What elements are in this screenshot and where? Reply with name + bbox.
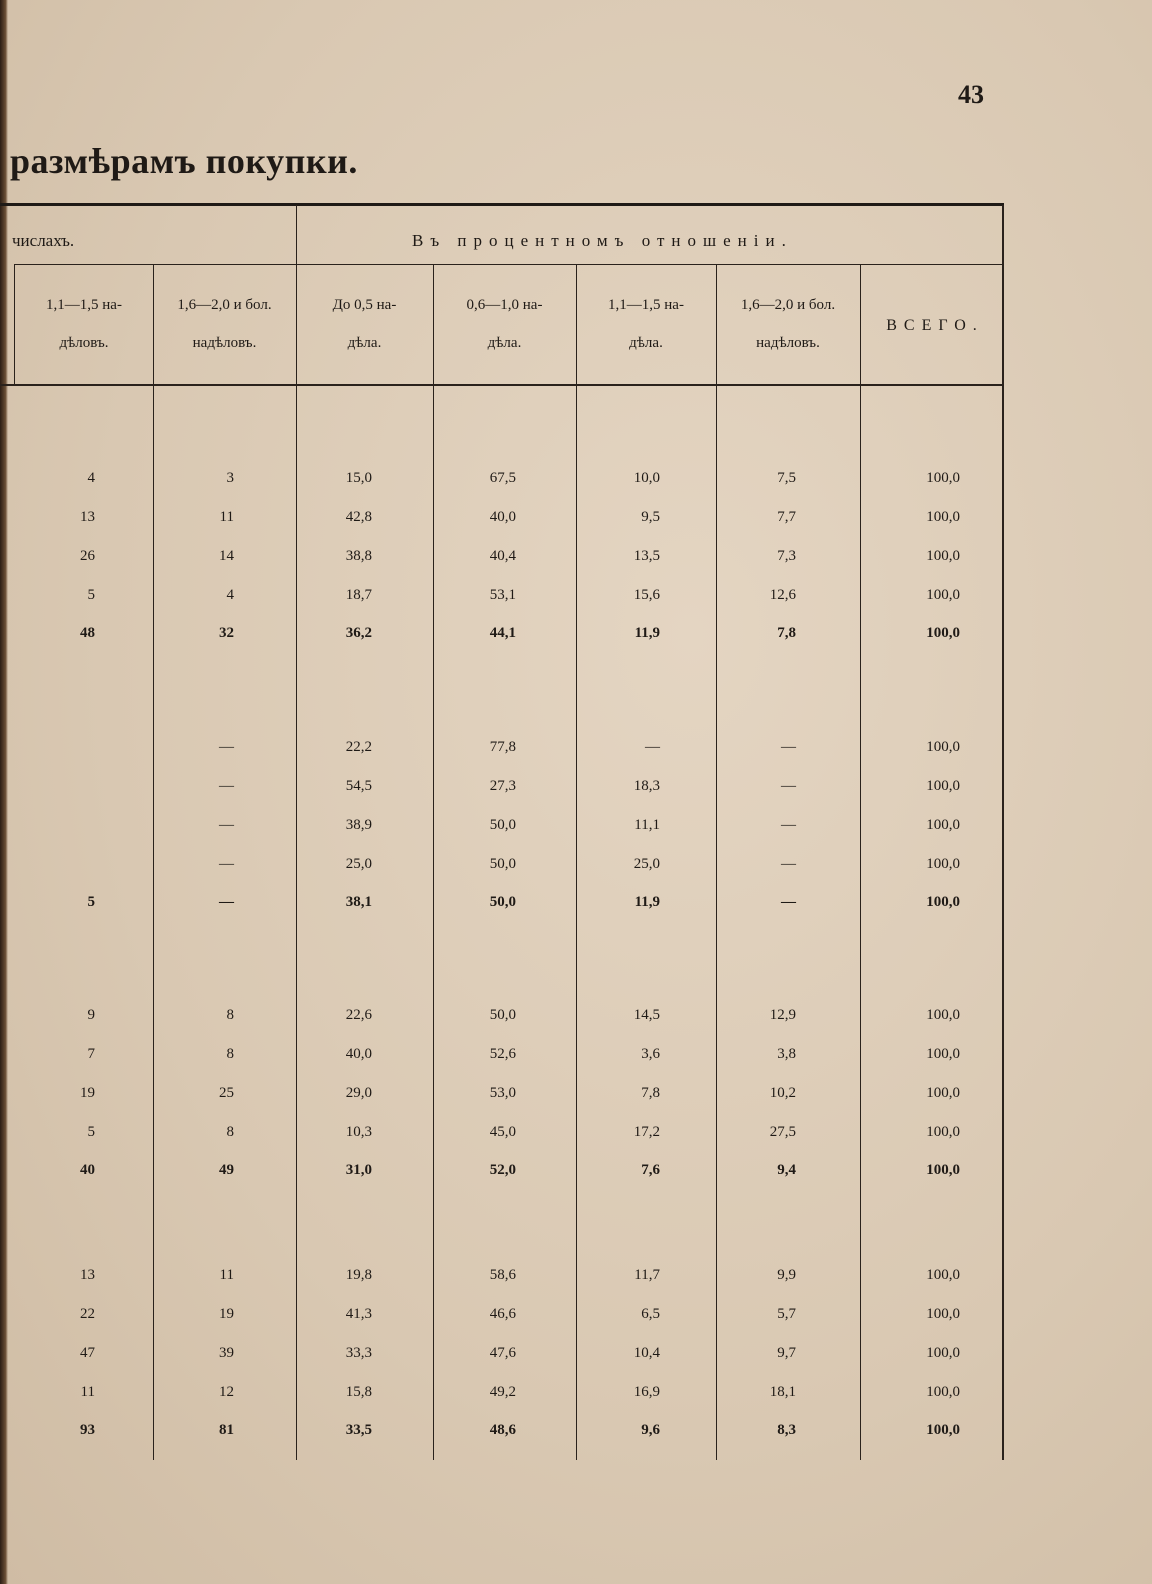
table-cell: 33,5 <box>345 1422 372 1438</box>
table-cell: 9,6 <box>641 1422 660 1438</box>
col-header-5-line2: дѣла. <box>629 335 663 351</box>
col-header-4-line2: дѣла. <box>487 335 522 351</box>
table-cell: 29,0 <box>345 1085 372 1101</box>
table-cell: 100,0 <box>926 1007 960 1023</box>
table-cell: 4 <box>226 587 234 603</box>
table-cell: 4 <box>87 470 95 486</box>
table-cell: 18,3 <box>633 778 660 794</box>
table-cell: — <box>781 817 796 833</box>
table-cell: 100,0 <box>926 470 960 486</box>
table-cell: 54,5 <box>345 778 372 794</box>
header-divider <box>14 264 1004 265</box>
table-cell: 9,7 <box>777 1345 796 1361</box>
table-cell: 12,6 <box>769 587 796 603</box>
right-border <box>1002 205 1004 1460</box>
table-cell: 19 <box>80 1085 95 1101</box>
table-cell: 27,5 <box>769 1124 796 1140</box>
table-cell: 8,3 <box>777 1422 796 1438</box>
table-cell: 11,9 <box>634 894 660 910</box>
table-cell: 100,0 <box>926 1124 960 1140</box>
table-cell: 9,9 <box>777 1267 796 1283</box>
table-cell: — <box>781 856 796 872</box>
table-cell: 33,3 <box>345 1345 372 1361</box>
table-cell: 39 <box>219 1345 234 1361</box>
col-divider-4 <box>576 264 577 1460</box>
col-divider-6 <box>860 264 861 1460</box>
col-divider-3 <box>433 264 434 1460</box>
table-cell: 50,0 <box>489 894 516 910</box>
table-cell: 15,8 <box>345 1384 372 1400</box>
table-cell: 100,0 <box>926 625 960 641</box>
table-cell: 38,1 <box>345 894 372 910</box>
table-cell: 58,6 <box>489 1267 516 1283</box>
table-cell: 100,0 <box>926 1267 960 1283</box>
table-cell: 13 <box>80 509 95 525</box>
table-cell: 18,1 <box>769 1384 796 1400</box>
table-cell: 10,2 <box>769 1085 796 1101</box>
table-cell: 14,5 <box>633 1007 660 1023</box>
table-cell: — <box>645 739 660 755</box>
col-header-total: ВСЕГО. <box>886 317 984 334</box>
table-cell: 11 <box>219 1267 234 1283</box>
table-cell: 77,8 <box>489 739 516 755</box>
table-cell: 13,5 <box>633 548 660 564</box>
table-cell: 67,5 <box>489 470 516 486</box>
table-cell: 12,9 <box>769 1007 796 1023</box>
table-cell: — <box>219 894 234 910</box>
table-cell: 7,8 <box>641 1085 660 1101</box>
table-cell: 3,6 <box>641 1046 660 1062</box>
table-cell: — <box>219 739 234 755</box>
table-cell: 9,5 <box>641 509 660 525</box>
table-cell: 52,0 <box>489 1162 516 1178</box>
col-header-2-line2: надѣловъ. <box>192 335 257 351</box>
table-cell: 27,3 <box>489 778 516 794</box>
table-cell: 47 <box>80 1345 95 1361</box>
table-cell: 18,7 <box>345 587 372 603</box>
table-cell: — <box>781 894 796 910</box>
table-cell: 12 <box>219 1384 234 1400</box>
table-cell: 40 <box>80 1162 95 1178</box>
table-cell: 15,0 <box>345 470 372 486</box>
table-cell: 8 <box>226 1046 234 1062</box>
table-cell: 11 <box>219 509 234 525</box>
table-cell: 8 <box>226 1124 234 1140</box>
table-cell: — <box>219 856 234 872</box>
table-cell: 42,8 <box>345 509 372 525</box>
table-cell: 6,5 <box>641 1306 660 1322</box>
col-header-6-line1: 1,6—2,0 и бол. <box>740 297 836 313</box>
table-cell: 7,3 <box>777 548 796 564</box>
table-cell: 14 <box>219 548 234 564</box>
table-cell: 5 <box>87 894 95 910</box>
page-edge <box>0 0 8 1584</box>
table-cell: 7,8 <box>777 625 796 641</box>
table-cell: 100,0 <box>926 1306 960 1322</box>
table-cell: 11 <box>80 1384 95 1400</box>
table-cell: 44,1 <box>489 625 516 641</box>
table-cell: 22,2 <box>345 739 372 755</box>
table-cell: 100,0 <box>926 894 960 910</box>
numbers-label: числахъ. <box>12 231 75 250</box>
table-cell: 5 <box>87 1124 95 1140</box>
table-cell: 17,2 <box>633 1124 660 1140</box>
table-cell: 19 <box>219 1306 234 1322</box>
col-header-4-line1: 0,6—1,0 на- <box>466 297 543 313</box>
table-cell: 100,0 <box>926 817 960 833</box>
col-header-5-line1: 1,1—1,5 на- <box>608 297 684 313</box>
table-cell: 5,7 <box>777 1306 796 1322</box>
table-cell: 22,6 <box>345 1007 372 1023</box>
table-cell: — <box>219 778 234 794</box>
table-cell: 49 <box>219 1162 234 1178</box>
col-header-2-line1: 1,6—2,0 и бол. <box>177 297 272 313</box>
table-cell: 93 <box>80 1422 95 1438</box>
table-cell: 16,9 <box>633 1384 660 1400</box>
table-cell: 32 <box>219 625 234 641</box>
table-cell: 15,6 <box>633 587 660 603</box>
table-cell: 3 <box>226 470 234 486</box>
table-cell: 7,7 <box>777 509 796 525</box>
table-cell: 10,0 <box>633 470 660 486</box>
table-cell: 100,0 <box>926 587 960 603</box>
table-cell: 11,1 <box>634 817 660 833</box>
col-divider-left <box>14 264 15 384</box>
table-cell: 48,6 <box>489 1422 516 1438</box>
table-cell: 47,6 <box>489 1345 516 1361</box>
top-rule <box>0 203 1004 206</box>
table-cell: 41,3 <box>345 1306 372 1322</box>
table-cell: 10,4 <box>633 1345 660 1361</box>
table-cell: 100,0 <box>926 1345 960 1361</box>
table-cell: 53,0 <box>489 1085 516 1101</box>
table-cell: 50,0 <box>489 1007 516 1023</box>
col-divider-2 <box>296 205 297 1460</box>
table-cell: 7,6 <box>641 1162 660 1178</box>
table-cell: 100,0 <box>926 739 960 755</box>
table-cell: 40,4 <box>489 548 516 564</box>
table-cell: 40,0 <box>345 1046 372 1062</box>
table-cell: 100,0 <box>926 1384 960 1400</box>
table-cell: 45,0 <box>489 1124 516 1140</box>
col-header-3-line1: До 0,5 на- <box>332 297 397 313</box>
table-cell: 9 <box>87 1007 95 1023</box>
header-bottom-rule <box>0 384 1004 386</box>
table-cell: 38,9 <box>345 817 372 833</box>
table-cell: 36,2 <box>345 625 372 641</box>
table-cell: 48 <box>80 625 95 641</box>
col-header-6-line2: надѣловъ. <box>756 335 820 351</box>
table-cell: 53,1 <box>489 587 516 603</box>
table-cell: 10,3 <box>345 1124 372 1140</box>
table-cell: 46,6 <box>489 1306 516 1322</box>
table-cell: — <box>781 739 796 755</box>
page-title: размѣрамъ покупки. <box>10 141 358 181</box>
table-cell: 40,0 <box>489 509 516 525</box>
table-cell: 38,8 <box>345 548 372 564</box>
table-cell: 100,0 <box>926 509 960 525</box>
table-cell: 100,0 <box>926 548 960 564</box>
table-cell: 50,0 <box>489 856 516 872</box>
table-cell: 100,0 <box>926 1422 960 1438</box>
table-cell: 26 <box>80 548 95 564</box>
table-cell: 81 <box>219 1422 234 1438</box>
table-cell: 52,6 <box>489 1046 516 1062</box>
table-cell: 19,8 <box>345 1267 372 1283</box>
table-cell: — <box>781 778 796 794</box>
table-cell: 22 <box>80 1306 95 1322</box>
table-cell: 50,0 <box>489 817 516 833</box>
percent-label: Въ процентномъ отношеніи. <box>412 231 793 250</box>
table-cell: 5 <box>87 587 95 603</box>
col-header-1-line1: 1,1—1,5 на- <box>46 297 122 313</box>
table-cell: 100,0 <box>926 778 960 794</box>
table-cell: — <box>219 817 234 833</box>
table-cell: 11,9 <box>634 625 660 641</box>
table-cell: 100,0 <box>926 1085 960 1101</box>
table-cell: 100,0 <box>926 1162 960 1178</box>
table-cell: 25,0 <box>633 856 660 872</box>
table-cell: 25 <box>219 1085 234 1101</box>
col-header-3-line2: дѣла. <box>347 335 382 351</box>
table-cell: 100,0 <box>926 856 960 872</box>
table-cell: 7 <box>87 1046 95 1062</box>
table-cell: 3,8 <box>777 1046 796 1062</box>
col-header-1-line2: дѣловъ. <box>59 335 109 351</box>
table-cell: 13 <box>80 1267 95 1283</box>
table-cell: 8 <box>226 1007 234 1023</box>
table-cell: 25,0 <box>345 856 372 872</box>
table-cell: 7,5 <box>777 470 796 486</box>
table-cell: 100,0 <box>926 1046 960 1062</box>
col-divider-5 <box>716 264 717 1460</box>
page-number: 43 <box>958 80 984 109</box>
table-cell: 11,7 <box>634 1267 660 1283</box>
table-cell: 31,0 <box>345 1162 372 1178</box>
table-cell: 9,4 <box>777 1162 796 1178</box>
col-divider-1 <box>153 264 154 1460</box>
table-cell: 49,2 <box>489 1384 516 1400</box>
